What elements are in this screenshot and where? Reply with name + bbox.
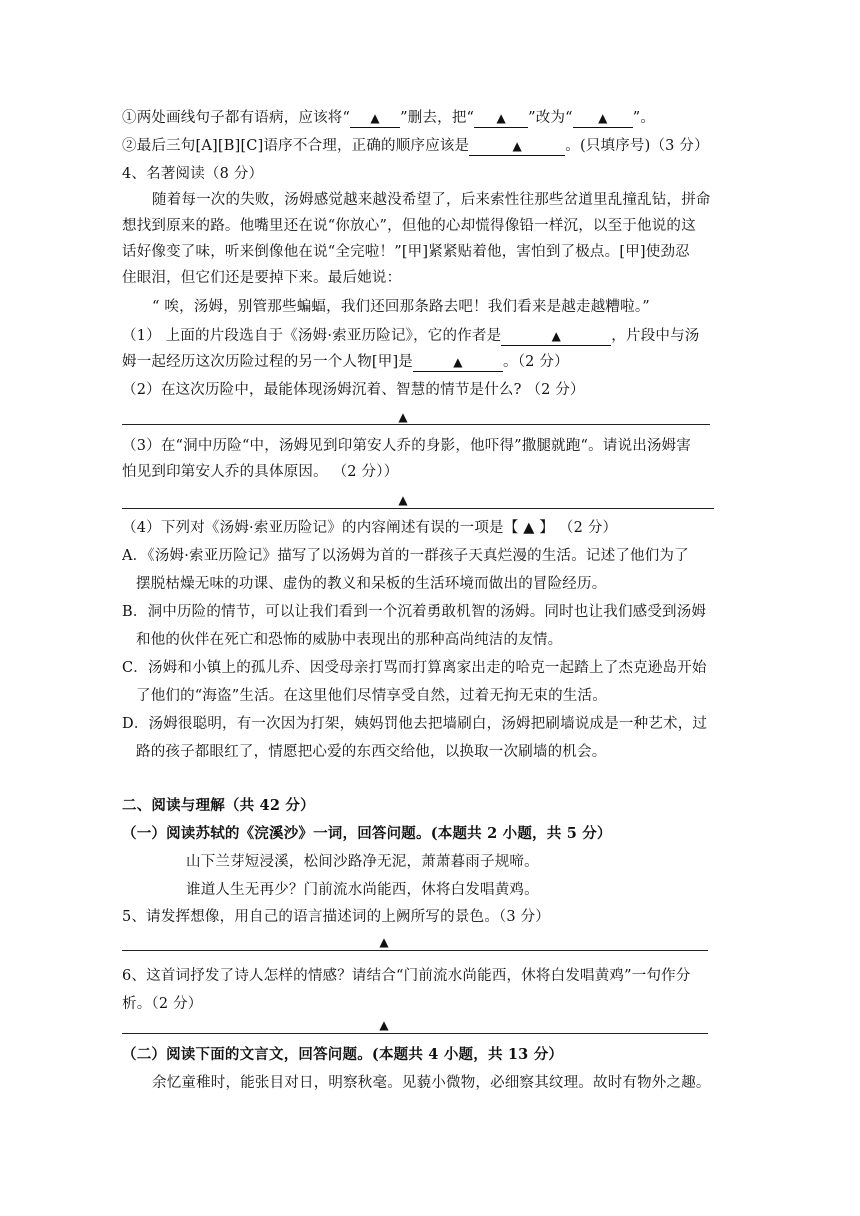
option-a-line1: A．《汤姆·索亚历险记》描写了以汤姆为首的一群孩子天真烂漫的生活。记述了他们为了	[122, 548, 689, 564]
option-a-line2: 摆脱枯燥无味的功课、虚伪的教义和呆板的生活环境而做出的冒险经历。	[136, 576, 607, 592]
answer-blank[interactable]: ▲	[350, 110, 400, 128]
option-b-line2: 和他的伙伴在死亡和恐怖的威胁中表现出的那种高尚纯洁的友情。	[136, 632, 563, 648]
q4-sub1-line1: （1） 上面的片段选自于《汤姆·索亚历险记》，它的作者是 ▲ ，片段中与汤	[122, 328, 700, 344]
q4-sub3-line2: 怕见到印第安人乔的具体原因。 （2 分））	[122, 464, 399, 480]
answer-marker: ▲	[379, 1018, 389, 1032]
q4-title: 4、名著阅读（8 分）	[122, 166, 264, 182]
q4-quote: “ 唉，汤姆，别管那些蝙蝠，我们还回那条路去吧！我们看来是越走越糟啦。”	[152, 299, 650, 315]
poem-line: 山下兰芽短浸溪，松间沙路净无泥，萧萧暮雨子规啼。	[186, 854, 539, 870]
q4-sub1-line2: 姆一起经历这次历险过程的另一个人物[甲]是 ▲ 。（2 分）	[122, 354, 569, 370]
answer-line[interactable]	[122, 950, 708, 951]
option-d-line1: D．汤姆很聪明，有一次因为打架，姨妈罚他去把墙刷白，汤姆把刷墙说成是一种艺术，过	[122, 716, 708, 732]
q3-item-2: ②最后三句[A][B][C]语序不合理，正确的顺序应该是 ▲ 。(只填序号)（3 分）	[122, 138, 709, 154]
q6-line1: 6、这首词抒发了诗人怎样的情感？请结合“门前流水尚能西，休将白发唱黄鸡”一句作分	[122, 968, 691, 984]
q4-sub2: （2）在这次历险中，最能体现汤姆沉着、智慧的情节是什么? （2 分）	[122, 382, 585, 398]
q3-item-1: ①两处画线句子都有语病，应该将“ ▲ ”删去，把“ ▲ ”改为“ ▲ ”。	[122, 110, 656, 126]
option-c-line1: C．汤姆和小镇上的孤儿乔、因受母亲打骂而打算离家出走的哈克一起踏上了杰克逊岛开始	[122, 660, 707, 676]
author-blank[interactable]: ▲	[501, 328, 611, 346]
section-2-title: 二、阅读与理解（共 42 分）	[122, 797, 315, 814]
part-2-title: （二）阅读下面的文言文，回答问题。(本题共 4 小题，共 13 分）	[122, 1046, 564, 1063]
answer-line[interactable]	[122, 1033, 708, 1034]
part-1-title: （一）阅读苏轼的《浣溪沙》一词，回答问题。(本题共 2 小题，共 5 分）	[122, 825, 612, 842]
q5: 5、请发挥想像，用自己的语言描述词的上阙所写的景色。（3 分）	[122, 909, 551, 925]
q4-sub4: （4）下列对《汤姆·索亚历险记》的内容阐述有误的一项是【 ▲ 】 （2 分）	[122, 520, 618, 536]
answer-blank[interactable]: ▲	[474, 110, 528, 128]
q4-passage-line: 想找到原来的路。他嘴里还在说“你放心”，但他的心却慌得像铅一样沉，以至于他说的这	[122, 218, 696, 234]
answer-marker: ▲	[379, 935, 389, 949]
character-blank[interactable]: ▲	[413, 354, 503, 372]
answer-blank[interactable]: ▲	[469, 138, 565, 156]
option-c-line2: 了他们的“海盗”生活。在这里他们尽情享受自然，过着无拘无束的生活。	[136, 688, 607, 704]
q4-passage-line: 话好像变了味，听来倒像他在说“全完啦！”[甲]紧紧贴着他，害怕到了极点。[甲]使劲忍	[122, 244, 690, 260]
option-d-line2: 路的孩子都眼红了，情愿把心爱的东西交给他，以换取一次刷墙的机会。	[136, 744, 607, 760]
answer-line[interactable]	[122, 424, 710, 425]
q6-line2: 析。（2 分）	[122, 996, 203, 1012]
q4-passage-line: 住眼泪，但它们还是要掉下来。最后她说：	[122, 270, 402, 286]
answer-blank[interactable]: ▲	[573, 110, 633, 128]
poem-line: 谁道人生无再少？门前流水尚能西，休将白发唱黄鸡。	[186, 882, 539, 898]
q4-passage-line: 随着每一次的失败，汤姆感觉越来越没希望了，后来索性往那些岔道里乱撞乱钻，拼命	[152, 192, 711, 208]
answer-marker: ▲	[398, 410, 408, 424]
q4-sub3-line1: （3）在“洞中历险“中，汤姆见到印第安人乔的身影，他吓得”撒腿就跑“。请说出汤姆害	[122, 438, 692, 454]
classical-text-line: 余忆童稚时，能张目对日，明察秋毫。见藐小微物，必细察其纹理。故时有物外之趣。	[152, 1075, 711, 1091]
answer-marker: ▲	[398, 493, 408, 507]
answer-line[interactable]	[122, 508, 714, 509]
option-b-line1: B．洞中历险的情节，可以让我们看到一个沉着勇敢机智的汤姆。同时也让我们感受到汤姆	[122, 604, 707, 620]
